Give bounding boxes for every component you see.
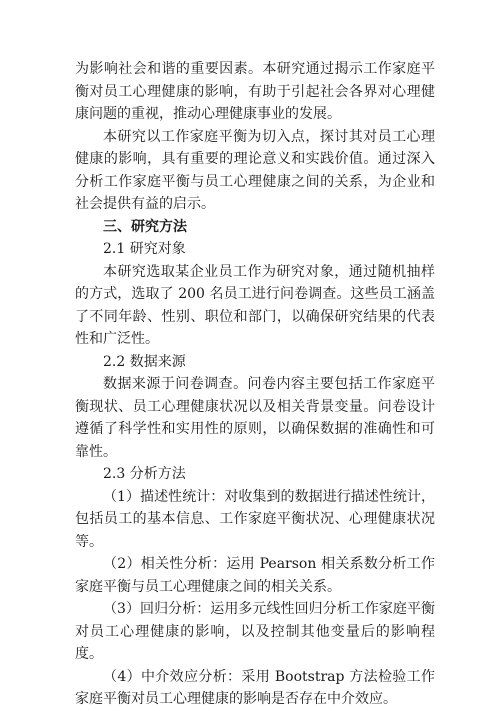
- analysis-item-correlation: （2）相关性分析：运用 Pearson 相关系数分析工作家庭平衡与员工心理健康之间的相关关系。: [75, 556, 435, 595]
- analysis-item-mediation: （4）中介效应分析：采用 Bootstrap 方法检验工作家庭平衡对员工心理健康的影响是否存在中介效应。: [75, 668, 435, 707]
- paragraph-subjects: 本研究选取某企业员工作为研究对象，通过随机抽样的方式，选取了 200 名员工进行问卷调查。这些员工涵盖了不同年龄、性别、职位和部门，以确保研究结果的代表性和广泛性。: [75, 263, 435, 347]
- paragraph-significance: 本研究以工作家庭平衡为切入点，探讨其对员工心理健康的影响，具有重要的理论意义和实践价值。通过深入分析工作家庭平衡与员工心理健康之间的关系，为企业和社会提供有益的启示。: [75, 128, 435, 212]
- section-heading-methods: 三、研究方法: [103, 218, 187, 235]
- paragraph-continuation: 为影响社会和谐的重要因素。本研究通过揭示工作家庭平衡对员工心理健康的影响，有助于引起社会各界对心理健康问题的重视，推动心理健康事业的发展。: [75, 61, 435, 122]
- analysis-item-descriptive: （1）描述性统计：对收集到的数据进行描述性统计，包括员工的基本信息、工作家庭平衡状况、心理健康状况等。: [75, 488, 435, 550]
- document-body: [75, 58, 435, 711]
- subsection-heading-analysis: 2.3 分析方法: [103, 466, 186, 482]
- subsection-heading-subjects: 2.1 研究对象: [103, 241, 186, 257]
- subsection-heading-data-source: 2.2 数据来源: [103, 353, 186, 370]
- analysis-item-regression: （3）回归分析：运用多元线性回归分析工作家庭平衡对员工心理健康的影响，以及控制其他变量后的影响程度。: [75, 601, 435, 662]
- paragraph-data-source: 数据来源于问卷调查。问卷内容主要包括工作家庭平衡现状、员工心理健康状况以及相关背景变量。问卷设计遵循了科学性和实用性的原则，以确保数据的准确性和可靠性。: [75, 376, 435, 460]
